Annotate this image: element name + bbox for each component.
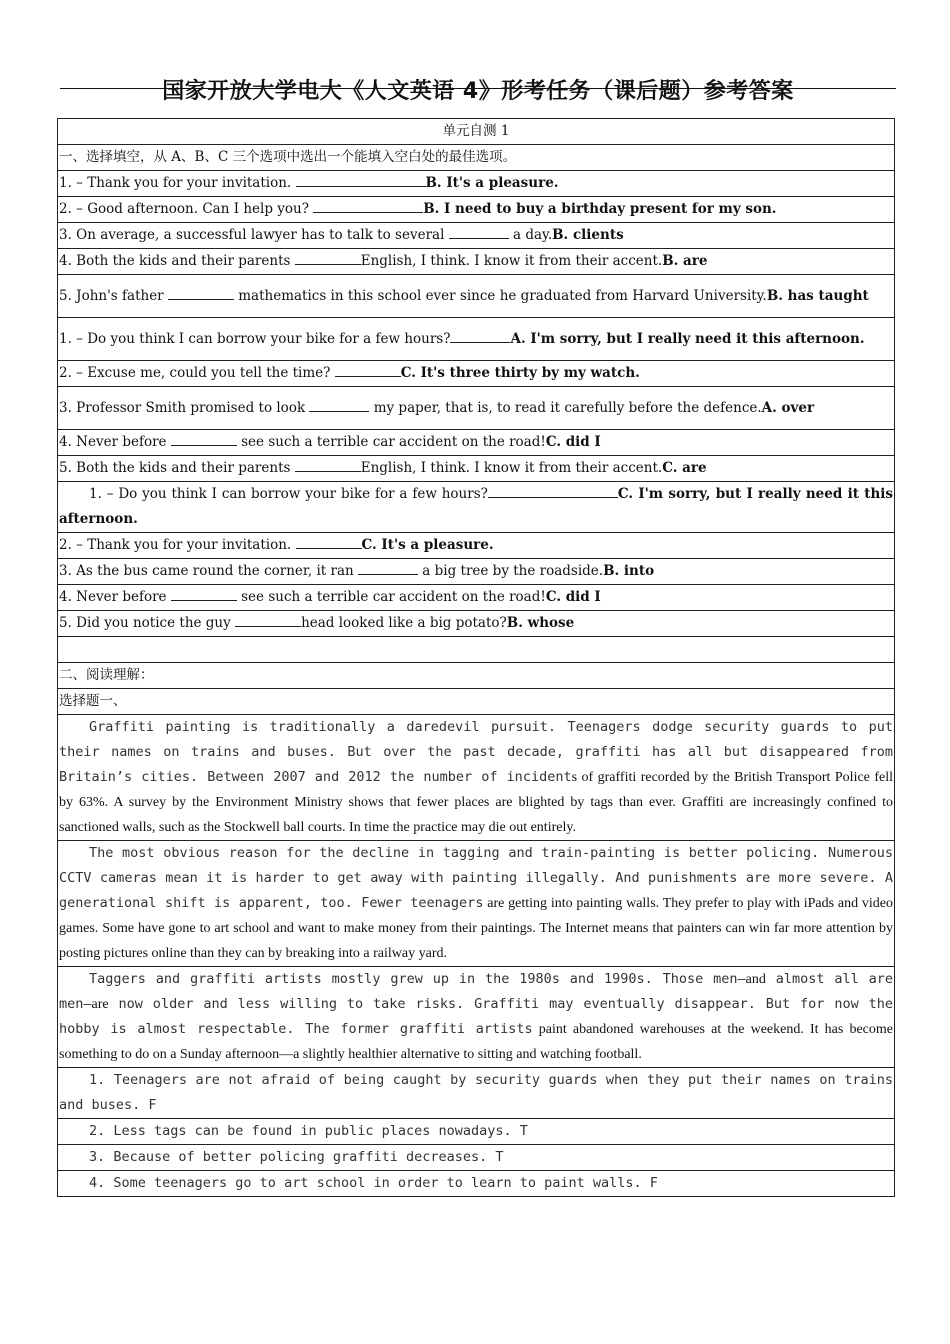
question-row: 1. – Do you think I can borrow your bike for a few hours? A. I'm sorry, but I really need it this afternoon. (58, 318, 895, 361)
answer: B. It's a pleasure. (425, 175, 559, 191)
question-row: 5. John's father mathematics in this school ever since he graduated from Harvard University.B. has taught (58, 275, 895, 318)
unit-heading: 单元自测 1 (58, 119, 895, 145)
question-row: 3. Professor Smith promised to look my paper, that is, to read it carefully before the defence.A. over (58, 387, 895, 430)
question-row: 4. Never before see such a terrible car accident on the road!C. did I (58, 585, 895, 611)
passage-paragraph: The most obvious reason for the decline in tagging and train-painting is better policing. Numerous CCTV cameras mean it is harder to get away with painting illegally. And punishments are more severe. A generational shift is apparent, too. Fewer teenagers are getting into painting walls. They prefer to play with iPads and video games. Some have gone to art school and want to make money from their paintings. The Internet means that painters can win far more attention by posting pictures online than they can by breaking into a railway yard. (58, 841, 895, 967)
answer: B. has taught (766, 287, 869, 304)
answer: C. are (662, 460, 707, 476)
answer: C. It's three thirty by my watch. (400, 365, 640, 381)
answer: C. did I (545, 589, 601, 605)
true-false-item: 1. Teenagers are not afraid of being caught by security guards when they put their names on trains and buses. F (58, 1068, 895, 1119)
question-row: 5. Both the kids and their parents English, I think. I know it from their accent.C. are (58, 456, 895, 482)
answer: B. I need to buy a birthday present for my son. (423, 201, 777, 217)
true-false-item: 4. Some teenagers go to art school in order to learn to paint walls. F (58, 1171, 895, 1197)
question-row: 1. – Thank you for your invitation. B. It's a pleasure. (58, 171, 895, 197)
answer: C. did I (545, 434, 601, 450)
answer: B. clients (552, 227, 624, 243)
answer: A. over (761, 399, 815, 416)
question-row: 3. As the bus came round the corner, it ran a big tree by the roadside.B. into (58, 559, 895, 585)
answer: C. I'm sorry, but I really need it this afternoon. (59, 486, 893, 527)
question-row: 2. – Good afternoon. Can I help you? B. I need to buy a birthday present for my son. (58, 197, 895, 223)
section2-heading: 二、阅读理解： (58, 663, 895, 689)
answer: A. I'm sorry, but I really need it this afternoon. (510, 330, 865, 347)
section2-subheading: 选择题一、 (58, 689, 895, 715)
answer: B. whose (506, 615, 575, 631)
question-row: 4. Both the kids and their parents English, I think. I know it from their accent.B. are (58, 249, 895, 275)
question-row: 1. – Do you think I can borrow your bike for a few hours? C. I'm sorry, but I really need it this afternoon. (58, 482, 895, 533)
question-row: 5. Did you notice the guy head looked like a big potato?B. whose (58, 611, 895, 637)
document-title: 国家开放大学电大《人文英语 4》形考任务（课后题）参考答案 (162, 79, 794, 104)
passage-paragraph: Graffiti painting is traditionally a daredevil pursuit. Teenagers dodge security guards to put their names on trains and buses. But over the past decade, graffiti has all but disappeared from Britain’s cities. Between 2007 and 2012 the number of incidents of graffiti recorded by the British Transport Police fell by 63%. A survey by the Environment Ministry shows that fewer places are blighted by tags than ever. Graffiti are increasingly confined to sanctioned walls, such as the Stockwell ball courts. In time the practice may die out entirely. (58, 715, 895, 841)
question-row: 4. Never before see such a terrible car accident on the road!C. did I (58, 430, 895, 456)
section1-heading: 一、选择填空，从 A、B、C 三个选项中选出一个能填入空白处的最佳选项。 (58, 145, 895, 171)
answer-table (57, 118, 895, 1197)
answer: C. It's a pleasure. (361, 537, 494, 553)
answer: B. into (603, 563, 655, 579)
true-false-item: 3. Because of better policing graffiti decreases. T (58, 1145, 895, 1171)
question-row: 2. – Thank you for your invitation. C. It's a pleasure. (58, 533, 895, 559)
question-row: 2. – Excuse me, could you tell the time? C. It's three thirty by my watch. (58, 361, 895, 387)
answer: B. are (662, 253, 708, 269)
true-false-item: 2. Less tags can be found in public places nowadays. T (58, 1119, 895, 1145)
question-row: 3. On average, a successful lawyer has to talk to several a day.B. clients (58, 223, 895, 249)
empty-row (58, 637, 895, 663)
passage-paragraph: Taggers and graffiti artists mostly grew up in the 1980s and 1990s. Those men—and almost all are men—are now older and less willing to take risks. Graffiti may eventually disappear. But for now the hobby is almost respectable. The former graffiti artists paint abandoned warehouses at the weekend. It has become something to do on a Sunday afternoon—a slightly healthier alternative to sitting and watching football. (58, 967, 895, 1068)
